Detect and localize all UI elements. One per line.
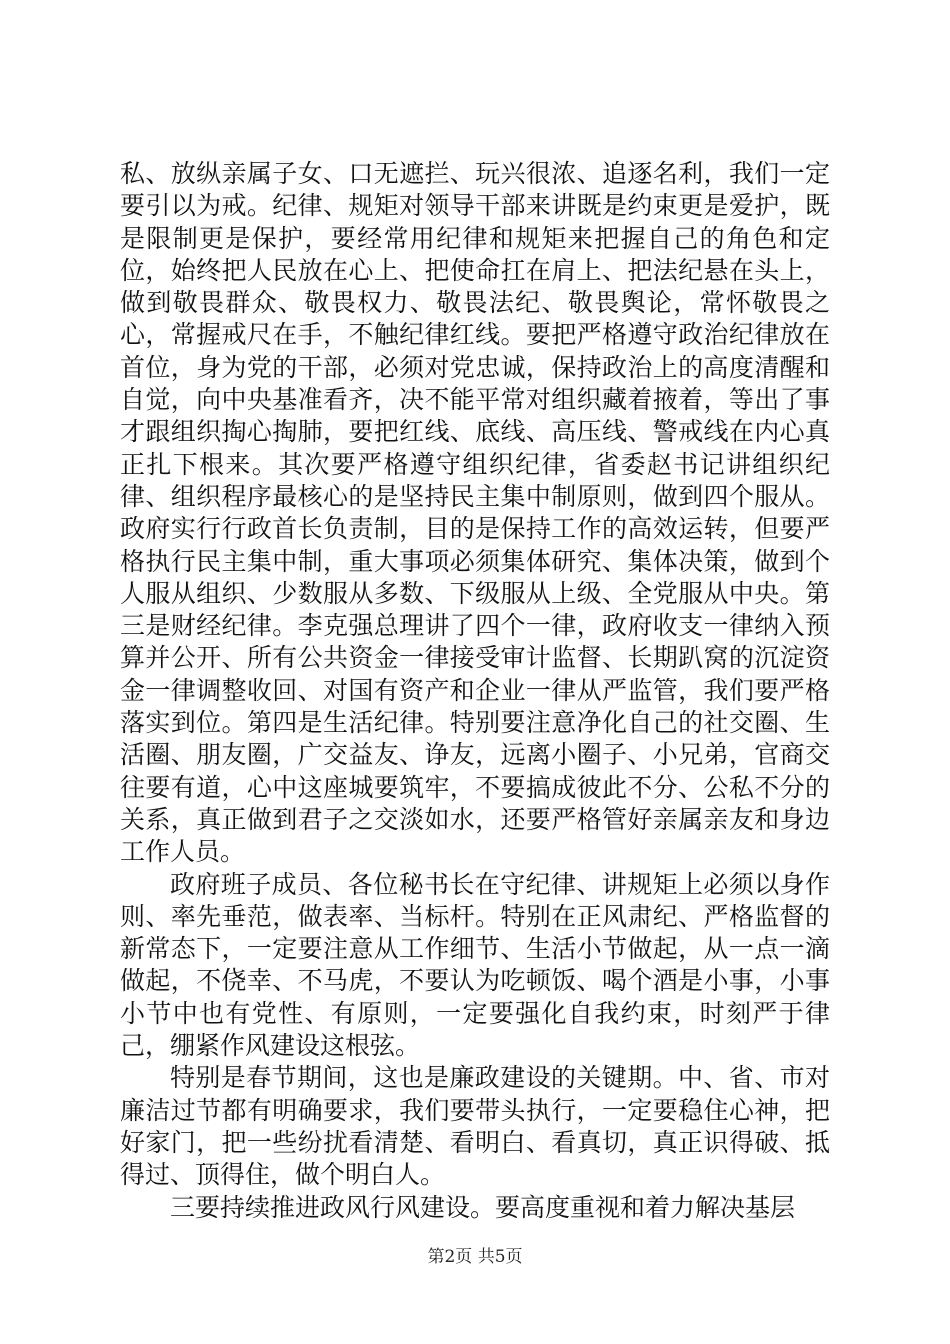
document-body [120, 158, 830, 1224]
page-number-footer: 第2页 共5页 [427, 1247, 523, 1267]
paragraph-2: 政府班子成员、各位秘书长在守纪律、讲规矩上必须以身作则、率先垂范，做表率、当标杆。特别在正风肃纪、严格监督的新常态下，一定要注意从工作细节、生活小节做起，从一点一滴做起，不侥幸、不马虎，不要认为吃顿饭、喝个酒是小事，小事小节中也有党性、有原则，一定要强化自我约束，时刻严于律己，绷紧作风建设这根弦。 [120, 869, 830, 1061]
paragraph-1: 私、放纵亲属子女、口无遮拦、玩兴很浓、追逐名利，我们一定要引以为戒。纪律、规矩对领导干部来讲既是约束更是爱护，既是限制更是保护，要经常用纪律和规矩来把握自己的角色和定位，始终把人民放在心上、把使命扛在肩上、把法纪悬在头上，做到敬畏群众、敬畏权力、敬畏法纪、敬畏舆论，常怀敬畏之心，常握戒尺在手，不触纪律红线。要把严格遵守政治纪律放在首位，身为党的干部，必须对党忠诚，保持政治上的高度清醒和自觉，向中央基准看齐，决不能平常对组织藏着掖着，等出了事才跟组织掏心掏肺，要把红线、底线、高压线、警戒线在内心真正扎下根来。其次要严格遵守组织纪律，省委赵书记讲组织纪律、组织程序最核心的是坚持民主集中制原则，做到四个服从。政府实行行政首长负责制，目的是保持工作的高效运转，但要严格执行民主集中制，重大事项必须集体研究、集体决策，做到个人服从组织、少数服从多数、下级服从上级、全党服从中央。第三是财经纪律。李克强总理讲了四个一律，政府收支一律纳入预算并公开、所有公共资金一律接受审计监督、长期趴窝的沉淀资金一律调整收回、对国有资产和企业一律从严监管，我们要严格落实到位。第四是生活纪律。特别要注意净化自己的社交圈、生活圈、朋友圈，广交益友、诤友，远离小圈子、小兄弟，官商交往要有道，心中这座城要筑牢，不要搞成彼此不分、公私不分的关系，真正做到君子之交淡如水，还要严格管好亲属亲友和身边工作人员。 [120, 159, 830, 867]
paragraph-4: 三要持续推进政风行风建设。要高度重视和着力解决基层 [170, 1192, 796, 1222]
paragraph-3: 特别是春节期间，这也是廉政建设的关键期。中、省、市对廉洁过节都有明确要求，我们要带头执行，一定要稳住心神，把好家门，把一些纷扰看清楚、看明白、看真切，真正识得破、抵得过、顶得住，做个明白人。 [120, 1063, 830, 1190]
